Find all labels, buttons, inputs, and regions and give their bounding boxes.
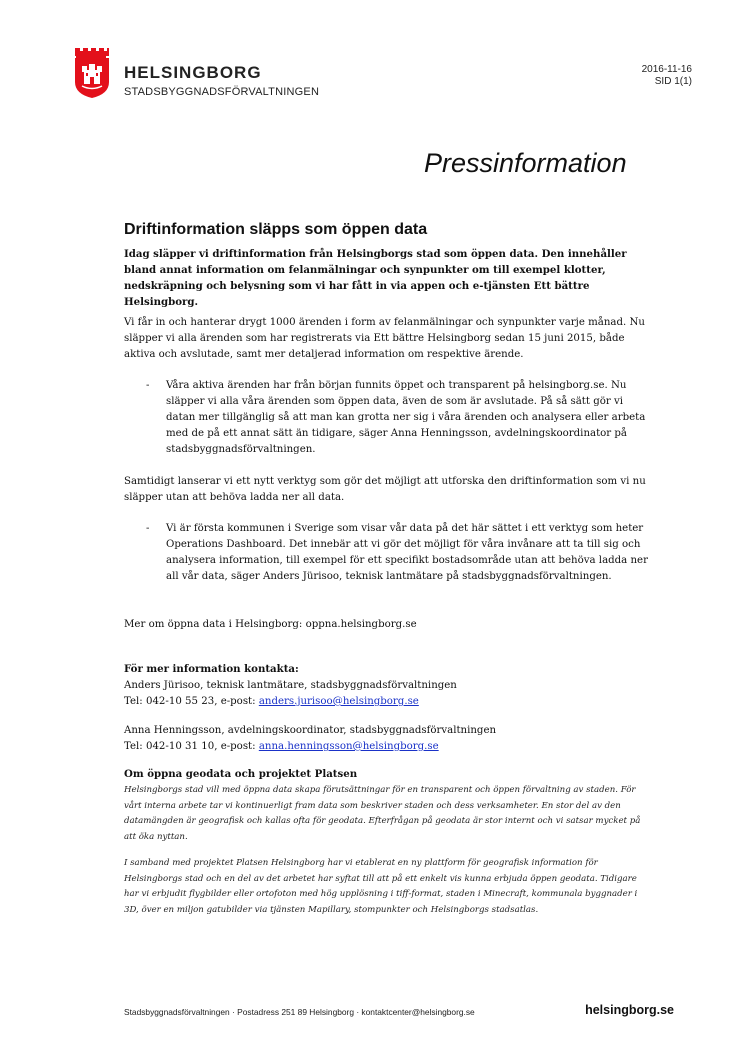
footer-website: helsingborg.se [585, 1003, 674, 1017]
paragraph-text: Vi får in och hanterar drygt 1000 ärenden i form av felanmälningar och synpunkter varje månad. Nu släpper vi alla ärenden som har registrerats via Ett bättre Helsingborg sedan 15 juni 2015, både aktiva och avslutade, samt mer detaljerad information om respektive ärende. [124, 317, 645, 360]
document-date: 2016-11-16 [641, 64, 692, 75]
about-paragraph: Helsingborgs stad vill med öppna data skapa förutsättningar för en transparent och öppen förvaltning av staden. För vårt interna arbete tar vi kontinuerligt fram data som beskriver staden och dess verksamheter. En stor del av den datamängden är geografisk och kallas ofta för geodata. Efterfrågan på geodata är stor internt och vi satsar mycket på att öka nyttan. [124, 785, 641, 842]
contact-tel: Tel: 042-10 55 23, e-post: [124, 696, 259, 707]
contact-tel: Tel: 042-10 31 10, e-post: [124, 741, 259, 752]
lead-text: Idag släpper vi driftinformation från Helsingborgs stad som öppen data. Den innehåller bland annat information om felanmälningar och synpunkter om till exempel klotter, nedskräpning och belysning som vi har fått in via appen och e-tjänsten Ett bättre Helsingborg. [124, 248, 627, 308]
quote-block [124, 521, 649, 585]
contact-block [124, 723, 496, 755]
article-headline: Driftinformation släpps som öppen data [124, 221, 428, 238]
helsingborg-crest-icon [74, 44, 110, 98]
quote-text: Vi är första kommunen i Sverige som visar vår data på det här sättet i ett verktyg som heter Operations Dashboard. Det innebär att vi gör det möjligt för våra invånare att ta till sig och analysera information, till exempel för ett specifikt bostadsområde utan att behöva ladda ner all vår data, säger Anders Jürisoo, teknisk lantmätare på stadsbyggnadsförvaltningen. [166, 523, 648, 582]
contacts-heading: För mer information kontakta: [124, 663, 299, 675]
article-paragraph [124, 315, 649, 363]
paragraph-text: Samtidigt lanserar vi ett nytt verktyg som gör det möjligt att utforska den driftinformation som vi nu släpper utan att behöva ladda ner all data. [124, 476, 646, 503]
document-type-title: Pressinformation [424, 148, 627, 178]
contact-block [124, 678, 457, 710]
org-name: HELSINGBORG [124, 63, 262, 82]
contact-name: Anders Jürisoo, teknisk lantmätare, stadsbyggnadsförvaltningen [124, 680, 457, 691]
quote-block [124, 378, 649, 458]
date-page-info [642, 64, 692, 88]
more-info-line: Mer om öppna data i Helsingborg: oppna.helsingborg.se [124, 619, 417, 630]
quote-text: Våra aktiva ärenden har från början funnits öppet och transparent på helsingborg.se. Nu släpper vi alla våra ärenden som öppen data, även de som är avslutade. På så sätt gör vi datan mer tillgänglig så att man kan grotta ner sig i våra ärenden och analysera eller arbeta med de på ett annat sätt än tidigare, säger Anna Henningsson, avdelningskoordinator på stadsbyggnadsförvaltningen. [166, 380, 646, 455]
department-name: STADSBYGGNADSFÖRVALTNINGEN [124, 86, 320, 98]
contact-email-link[interactable]: anna.henningsson@helsingborg.se [258, 741, 439, 752]
contact-name: Anna Henningsson, avdelningskoordinator, stadsbyggnadsförvaltningen [124, 725, 497, 736]
contact-tel-line [124, 694, 457, 710]
article-lead [124, 246, 649, 310]
footer-address: Stadsbyggnadsförvaltningen · Postadress 251 89 Helsingborg · kontaktcenter@helsingborg.se [124, 1007, 475, 1017]
about-paragraph: I samband med projektet Platsen Helsingborg har vi etablerat en ny plattform för geografisk information för Helsingborgs stad och en del av det arbetet har syftat till att på ett enkelt vis kunna erbjuda öppen geodata. Tidigare har vi erbjudit flygbilder eller ortofoton med hög upplösning i tiff-format, staden i Minecraft, kommunala byggnader i 3D, över en miljon gatubilder via tjänsten Mapillary, stompunkter och Helsingborgs stadsatlas. [124, 858, 638, 915]
quote-dash: - [146, 380, 150, 391]
contact-email-link[interactable]: anders.jurisoo@helsingborg.se [258, 696, 419, 707]
article-paragraph [124, 474, 649, 506]
contact-tel-line [124, 739, 496, 755]
page-number: SID 1(1) [654, 76, 692, 87]
quote-dash: - [146, 523, 150, 534]
about-heading: Om öppna geodata och projektet Platsen [124, 768, 358, 780]
